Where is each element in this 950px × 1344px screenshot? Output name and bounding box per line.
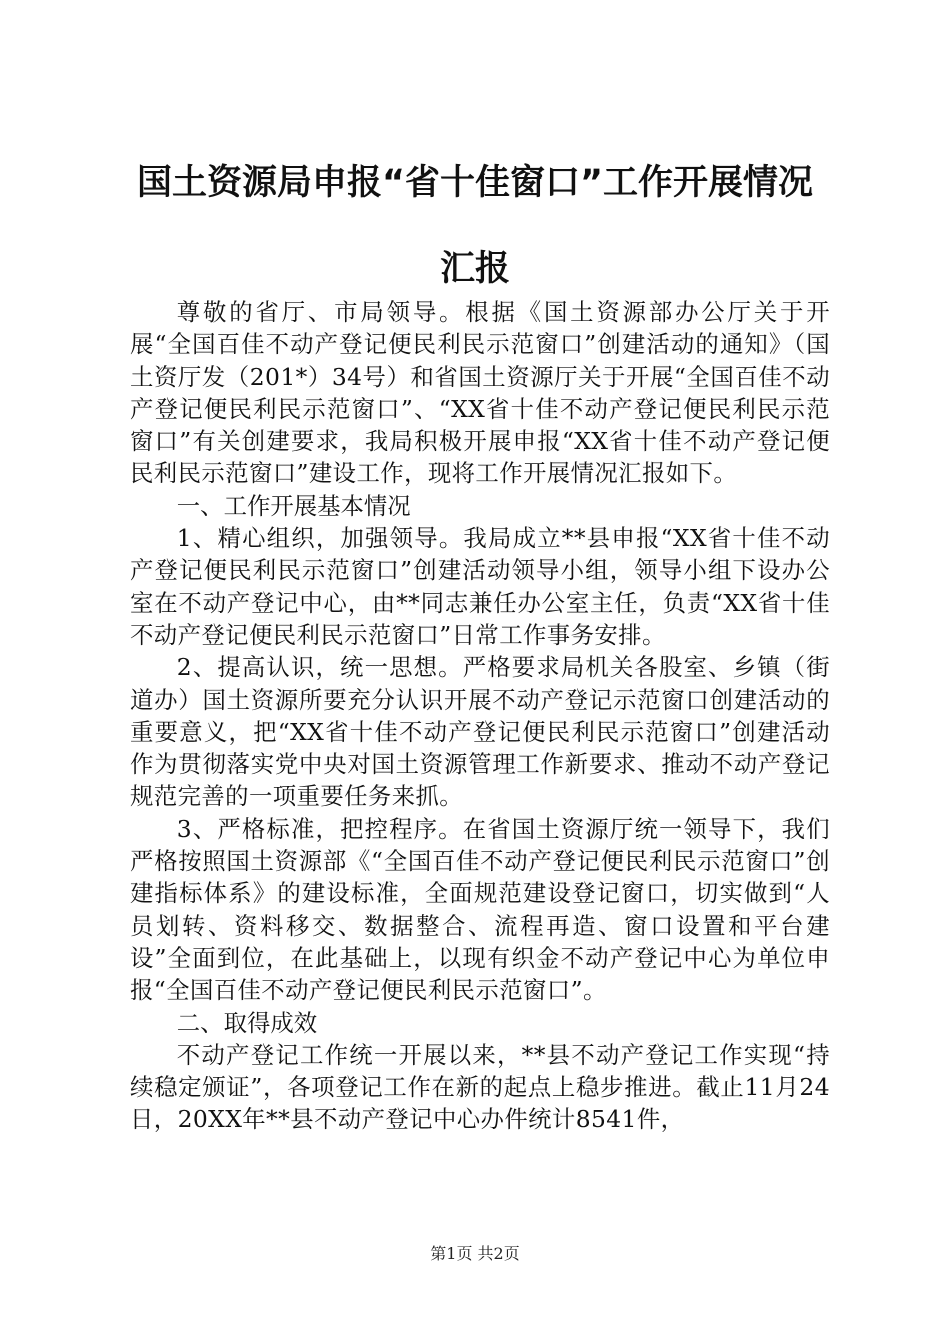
paragraph-standards: 3、严格标准，把控程序。在省国土资源厅统一领导下，我们严格按照国土资源部《“全国百佳不动产登记便民利民示范窗口”创建指标体系》的建设标准，全面规范建设登记窗口，切实做到“人员划转、资料移交、数据整合、流程再造、窗口设置和平台建设”全面到位，在此基础上，以现有织金不动产登记中心为单位申报“全国百佳不动产登记便民利民示范窗口”。 xyxy=(130,814,830,1005)
paragraph-organization: 1、精心组织，加强领导。我局成立**县申报“XX省十佳不动产登记便民利民示范窗口”创建活动领导小组，领导小组下设办公室在不动产登记中心，由**同志兼任办公室主任，负责“XX省十佳不动产登记便民利民示范窗口”日常工作事务安排。 xyxy=(130,524,830,649)
section-heading-2: 二、取得成效 xyxy=(176,1008,318,1037)
page-footer: 第1页 共2页 xyxy=(430,1244,520,1263)
document-title-line-1: 国土资源局申报“省十佳窗口”工作开展情况 xyxy=(136,163,813,203)
document-title-line-2: 汇报 xyxy=(439,249,510,289)
paragraph-results: 不动产登记工作统一开展以来，**县不动产登记工作实现“持续稳定颁证”，各项登记工作在新的起点上稳步推进。截止11月24日，20XX年**县不动产登记中心办件统计8541件， xyxy=(130,1040,830,1134)
paragraph-awareness: 2、提高认识，统一思想。严格要求局机关各股室、乡镇（街道办）国土资源所要充分认识开展不动产登记示范窗口创建活动的重要意义，把“XX省十佳不动产登记便民利民示范窗口”创建活动作为贯彻落实党中央对国土资源管理工作新要求、推动不动产登记规范完善的一项重要任务来抓。 xyxy=(130,653,830,811)
section-heading-1: 一、工作开展基本情况 xyxy=(176,491,411,520)
document-body xyxy=(130,296,830,1136)
intro-paragraph: 尊敬的省厅、市局领导。根据《国土资源部办公厅关于开展“全国百佳不动产登记便民利民示范窗口”创建活动的通知》（国土资厅发（201*）34号）和省国土资源厅关于开展“全国百佳不动产登记便民利民示范窗口”、“XX省十佳不动产登记便民利民示范窗口”有关创建要求，我局积极开展申报“XX省十佳不动产登记便民利民示范窗口”建设工作，现将工作开展情况汇报如下。 xyxy=(130,298,830,488)
